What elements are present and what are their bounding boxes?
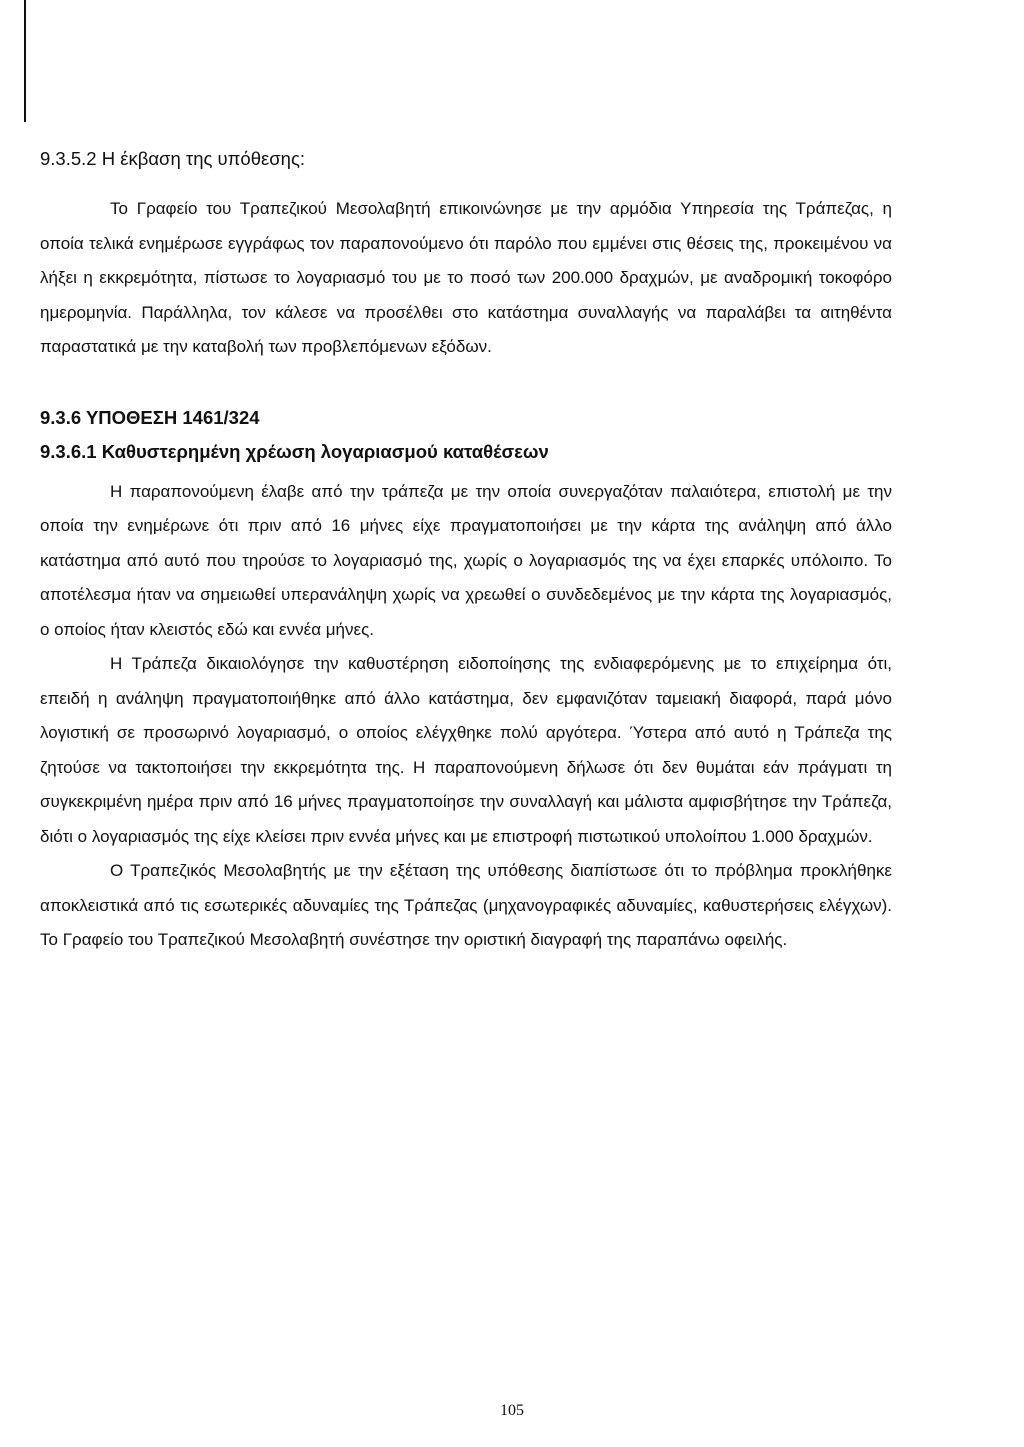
left-margin-rule xyxy=(24,0,26,122)
paragraph-ombudsman-finding: Ο Τραπεζικός Μεσολαβητής με την εξέταση της υπόθεσης διαπίστωσε ότι το πρόβλημα προκλήθηκε αποκλειστικά από τις εσωτερικές αδυναμίες της Τράπεζας (μηχανογραφικές αδυναμίες, καθυστερήσεις ελέγχων). Το Γραφείο του Τραπεζικού Μεσολαβητή συνέστησε την οριστική διαγραφή της παραπάνω οφειλής. xyxy=(40,861,892,949)
section-subheading-9-3-6-1: 9.3.6.1 Καθυστερημένη χρέωση λογαριασμού καταθέσεων xyxy=(40,440,549,462)
paragraph-bank-response: Η Τράπεζα δικαιολόγησε την καθυστέρηση ειδοποίησης της ενδιαφερόμενης με το επιχείρημα ότι, επειδή η ανάληψη πραγματοποιήθηκε από άλλο κατάστημα, δεν εμφανιζόταν ταμειακή διαφορά, παρά μόνο λογιστική σε προσωρινό λογαριασμό, ο οποίος ελέγχθηκε πολύ αργότερα. Ύστερα από αυτό η Τράπεζα της ζητούσε να τακτοποιήσει την εκκρεμότητα της. Η παραπονούμενη δήλωσε ότι δεν θυμάται εάν πράγματι τη συγκεκριμένη ημέρα πριν από 16 μήνες πραγματοποίησε την συναλλαγή και μάλιστα αμφισβήτησε την Τράπεζα, διότι ο λογαριασμός της είχε κλείσει πριν εννέα μήνες και με επιστροφή πιστωτικού υπολοίπου 1.000 δραχμών. xyxy=(40,654,892,846)
section-heading-9-3-6: 9.3.6 ΥΠΟΘΕΣΗ 1461/324 xyxy=(40,406,260,428)
page-number: 105 xyxy=(500,1402,524,1419)
section-heading-9-3-5-2: 9.3.5.2 Η έκβαση της υπόθεσης: xyxy=(40,148,306,169)
document-body xyxy=(40,142,892,958)
paragraph-case-outcome: Το Γραφείο του Τραπεζικού Μεσολαβητή επικοινώνησε με την αρμόδια Υπηρεσία της Τράπεζας, η οποία τελικά ενημέρωσε εγγράφως τον παραπονούμενο ότι παρόλο που εμμένει στις θέσεις της, προκειμένου να λήξει η εκκρεμότητα, πίστωσε το λογαριασμό του με το ποσό των 200.000 δραχμών, με αναδρομική τοκοφόρο ημερομηνία. Παράλληλα, τον κάλεσε να προσέλθει στο κατάστημα συναλλαγής να παραλάβει τα αιτηθέντα παραστατικά με την καταβολή των προβλεπόμενων εξόδων. xyxy=(40,199,892,356)
paragraph-complaint: Η παραπονούμενη έλαβε από την τράπεζα με την οποία συνεργαζόταν παλαιότερα, επιστολή με την οποία την ενημέρωνε ότι πριν από 16 μήνες είχε πραγματοποιήσει με την κάρτα της ανάληψη από άλλο κατάστημα από αυτό που τηρούσε το λογαριασμό της, χωρίς ο λογαριασμός της να έχει επαρκές υπόλοιπο. Το αποτέλεσμα ήταν να σημειωθεί υπερανάληψη χωρίς να χρεωθεί ο συνδεδεμένος με την κάρτα της λογαριασμός, ο οποίος ήταν κλειστός εδώ και εννέα μήνες. xyxy=(40,481,892,639)
